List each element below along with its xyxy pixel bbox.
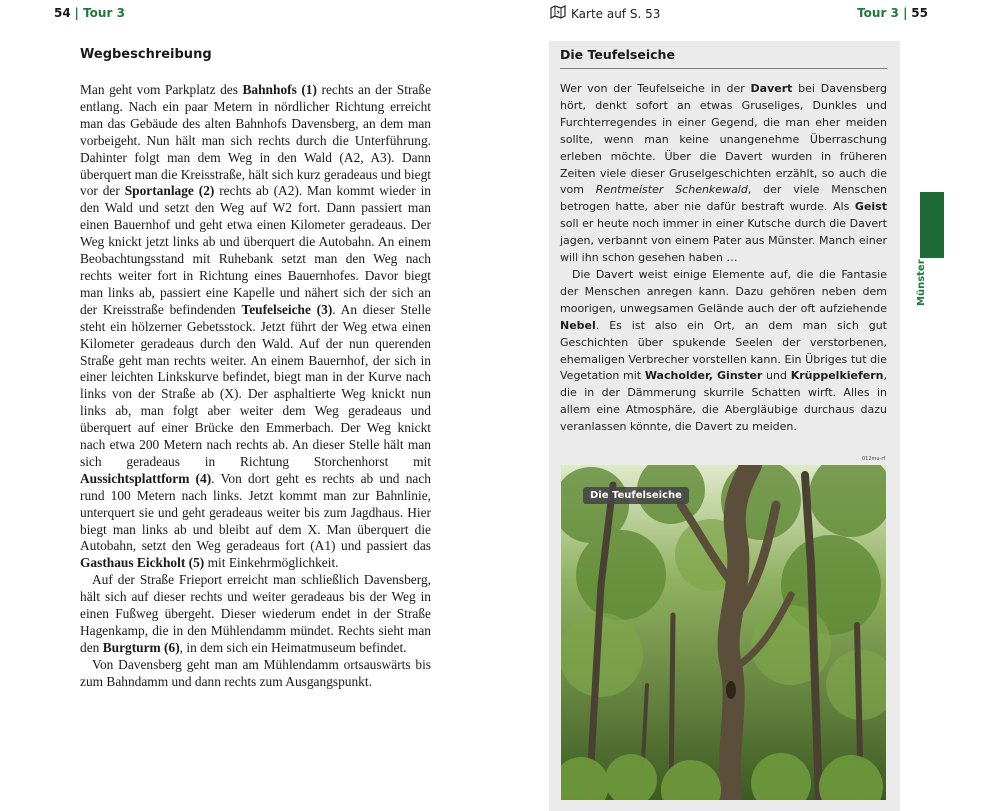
left-page-number: 54 xyxy=(54,6,71,20)
bold-term: Nebel xyxy=(560,318,596,332)
forest-illustration xyxy=(561,465,886,800)
right-page-header xyxy=(857,6,928,20)
text-run: . Es ist also ein Ort, an dem man sich gut Geschichten über spukende Seelen der verstorbenen, ehemaligen Verbrecher vorstellen kann. Ein Übriges tut die Vegetation mit xyxy=(560,318,887,383)
map-reference[interactable] xyxy=(550,5,660,22)
bold-term: Wacholder, Ginster xyxy=(644,369,763,383)
bold-term: Burgturm (6) xyxy=(102,639,180,655)
text-run: Man geht vom Parkplatz des xyxy=(80,82,243,97)
text-run: soll er heute noch immer in einer Kutsche durch die Davert jagen, verbannt von einem Pater aus Münster. Manch einer will ihn schon gesehen haben … xyxy=(560,217,887,265)
info-paragraph xyxy=(560,267,887,436)
italic-term: Rentmeister Schenkewald xyxy=(595,183,748,197)
right-page-number: 55 xyxy=(911,6,928,20)
text-run: . Von dort geht es rechts ab und nach rund 100 Metern nach links. Jetzt kommt man zur Bahnlinie, unterquert sie und geht geradeaus weiter bis zum Jagdhaus. Hier biegt man links ab und bleibt auf dem X. Man überquert die Autobahn, setzt den Weg geradeaus fort (A1) und passiert das xyxy=(80,470,431,554)
text-run: , die in der Dämmerung skurrile Schatten wirft. Alles in allem eine Atmosphäre, die Abergläubige durchaus dazu veranlassen könnte, die Davert zu meiden. xyxy=(560,369,887,434)
map-icon xyxy=(550,5,566,22)
text-run: Auf der Straße Frieport erreicht man schließlich Davensberg, hält sich auf dieser rechts und weiter geradeaus bis der Weg in einen Fußweg übergeht. Dieser wiederum endet in der Straße Hagenkamp, die in den Mühlendamm mündet. Rechts sieht man den xyxy=(80,572,431,655)
text-run: , in dem sich ein Heimatmuseum befindet. xyxy=(179,639,407,655)
text-run: rechts an der Straße entlang. Nach ein paar Metern in nördlicher Richtung erreicht man das Gebäude des alten Bahnhofs Davensberg, an dem man vorbeigeht. Nun hält man sich rechts durch die Unterführung. Dahinter folgt man dem Weg in den Wald (A2, A3). Dann überquert man die Kreisstraße, hält sich kurz geradeaus und biegt vor der xyxy=(80,82,432,199)
route-paragraph xyxy=(80,572,431,657)
route-paragraph xyxy=(80,82,431,572)
text-run: . An dieser Stelle steht ein hölzerner Gebetsstock. Jetzt führt der Weg etwa einen Kilometer geradeaus durch den Wald. Auf der nun querenden Straße geht man rechts weiter. An einem Bauernhof, der sich in einer leichten Linkskurve befindet, biegt man in der Kurve nach links von der Straße ab (X). Der asphaltierte Weg knickt nun links ab, man folgt aber weiter dem Weg geradeaus und überquert auf einer Brücke den Emmerbach. Der Weg knickt nach etwa 200 Metern nach rechts ab. An dieser Stelle hält man sich geradeaus in Richtung Storchenhorst mit xyxy=(80,301,431,469)
text-run: Von Davensberg geht man am Mühlendamm ortsauswärts bis zum Bahndamm und dann rechts zum Ausgangspunkt. xyxy=(80,656,431,689)
route-description xyxy=(80,82,431,691)
text-run: Wer von der Teufelseiche in der xyxy=(560,82,751,95)
bold-term: Geist xyxy=(854,200,887,214)
bold-term: Bahnhofs (1) xyxy=(242,82,317,97)
photo-credit: 012mu-rf xyxy=(862,456,886,462)
bold-term: Teufelseiche (3) xyxy=(241,301,333,317)
bold-term: Davert xyxy=(750,82,793,95)
map-reference-label: Karte auf S. 53 xyxy=(571,6,661,21)
bold-term: Sportanlage (2) xyxy=(124,183,215,199)
bold-term: Gasthaus Eickholt (5) xyxy=(80,555,205,571)
info-box-divider xyxy=(560,68,887,69)
bold-term: Aussichtsplattform (4) xyxy=(80,470,212,486)
info-paragraph xyxy=(560,81,887,267)
text-run: rechts ab (A2). Man kommt wieder in den Wald und setzt den Weg auf W2 fort. Dann passiert man einen Bauernhof und geht etwa einen Kilometer geradeaus. Der Weg knickt jetzt links ab und überquert die Autobahn. An einem Beobachtungsstand mit Ruhebank setzt man den Weg nach rechts weiter fort in Richtung eines Bauernhofes. Davor biegt man links ab, passiert eine Kapelle und nähert sich der sich an der Kreisstraße befindenden xyxy=(80,183,431,317)
left-page-header xyxy=(54,6,125,20)
left-tour-label: | Tour 3 xyxy=(74,6,125,20)
info-box-title: Die Teufelseiche xyxy=(560,47,675,62)
text-run: bei Davensberg hört, denkt sofort an etwas Gruseliges, Dunkles und Furchterregendes in einer Gegend, die man eher meiden sollte, wenn man keine unangenehme Überraschung erleben möchte. Über die Davert wurden in früheren Zeiten viele dieser Gruselgeschichten erzählt, so auch die vom xyxy=(560,82,887,197)
right-tour-label: Tour 3 | xyxy=(857,6,908,20)
text-run: mit Einkehrmöglichkeit. xyxy=(204,555,339,571)
route-heading: Wegbeschreibung xyxy=(80,47,212,62)
text-run: , der viele Menschen betrogen hatte, aber nie dafür bestraft wurde. Als xyxy=(560,183,887,214)
photo-caption: Die Teufelseiche xyxy=(583,487,689,504)
text-run: und xyxy=(762,369,791,383)
text-run: Die Davert weist einige Elemente auf, die die Fantasie der Menschen anregen kann. Dazu gehören neben dem moorigen, unwegsamen Gelände auch der oft aufziehende xyxy=(560,267,887,315)
region-tab-marker xyxy=(920,192,944,258)
bold-term: Krüppelkiefern xyxy=(790,369,884,383)
info-box-text xyxy=(560,81,887,436)
route-paragraph xyxy=(80,657,431,691)
oak-photo xyxy=(561,465,886,800)
